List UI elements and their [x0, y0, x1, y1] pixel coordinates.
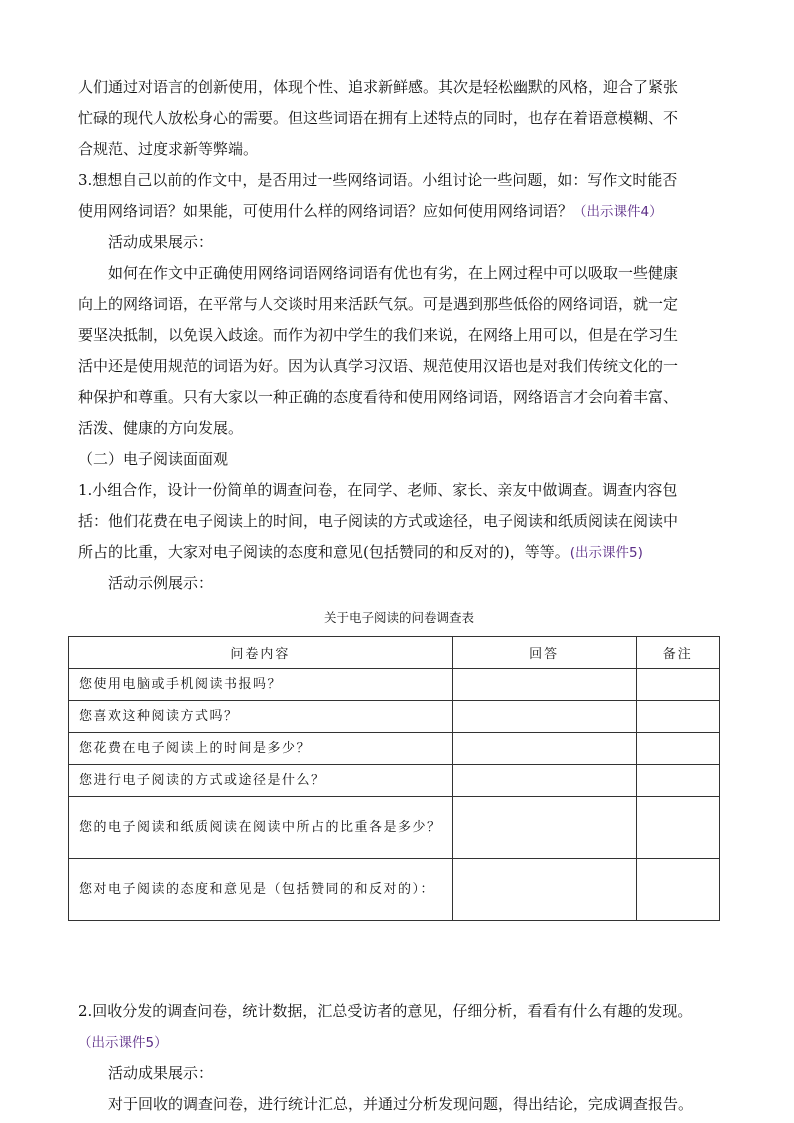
note-cell: [636, 701, 719, 733]
answer-cell: [452, 797, 636, 859]
line-text: 使用网络词语？如果能，可使用什么样的网络词语？应如何使用网络词语？: [78, 202, 574, 220]
line-text: 1.小组合作，设计一份简单的调查问卷，在同学、老师、家长、亲友中做调查。调查内容包: [78, 481, 678, 499]
question-cell: 您使用电脑或手机阅读书报吗？: [69, 669, 453, 701]
courseware-reference: （出示课件5）: [78, 1035, 168, 1051]
table-row: [69, 765, 720, 797]
text-line: [78, 320, 720, 351]
line-text: 活动成果展示：: [108, 1064, 214, 1082]
header-answer: 回答: [452, 637, 636, 669]
answer-cell: [452, 859, 636, 921]
line-text: 合规范、过度求新等弊端。: [78, 140, 259, 158]
survey-table: [68, 636, 720, 921]
text-line: [78, 165, 720, 196]
line-text: 如何在作文中正确使用网络词语网络词语有优也有劣，在上网过程中可以吸取一些健康: [108, 264, 679, 282]
text-line: [78, 258, 720, 289]
table-caption: 关于电子阅读的问卷调查表: [323, 610, 474, 625]
line-text: 种保护和尊重。只有大家以一种正确的态度看待和使用网络词语，网络语言才会向着丰富、: [78, 388, 679, 406]
answer-cell: [452, 765, 636, 797]
table-row: [69, 797, 720, 859]
text-line: [78, 134, 720, 165]
header-note: 备注: [636, 637, 719, 669]
text-line: [78, 996, 720, 1027]
line-text: 忙碌的现代人放松身心的需要。但这些词语在拥有上述特点的同时，也存在着语意模糊、不: [78, 109, 679, 127]
note-cell: [636, 733, 719, 765]
line-text: 要坚决抵制，以免误入歧途。而作为初中学生的我们来说，在网络上用可以，但是在学习生: [78, 326, 679, 344]
text-line: [78, 227, 720, 258]
table-row: [69, 733, 720, 765]
text-line: [78, 475, 720, 506]
text-line: [78, 537, 720, 568]
note-cell: [636, 765, 719, 797]
text-line: [78, 413, 720, 444]
line-text: 2.回收分发的调查问卷，统计数据，汇总受访者的意见，仔细分析，看看有什么有趣的发现。: [78, 1002, 693, 1020]
text-line: [78, 351, 720, 382]
line-text: 活中还是使用规范的词语为好。因为认真学习汉语、规范使用汉语也是对我们传统文化的一: [78, 357, 679, 375]
answer-cell: [452, 733, 636, 765]
body-text-top: [78, 72, 720, 599]
body-text-bottom: [78, 996, 720, 1120]
line-text: 所占的比重，大家对电子阅读的态度和意见(包括赞同的和反对的)，等等。: [78, 543, 570, 561]
question-cell: 您对电子阅读的态度和意见是（包括赞同的和反对的）：: [69, 859, 453, 921]
table-row: [69, 859, 720, 921]
question-cell: 您进行电子阅读的方式或途径是什么？: [69, 765, 453, 797]
text-line: [78, 1058, 720, 1089]
question-cell: 您花费在电子阅读上的时间是多少？: [69, 733, 453, 765]
answer-cell: [452, 669, 636, 701]
line-text: 3.想想自己以前的作文中，是否用过一些网络词语。小组讨论一些问题，如：写作文时能否: [78, 171, 678, 189]
line-text: 人们通过对语言的创新使用，体现个性、追求新鲜感。其次是轻松幽默的风格，迎合了紧张: [78, 78, 679, 96]
text-line: [78, 289, 720, 320]
table-row: [69, 669, 720, 701]
text-line: [78, 444, 720, 475]
note-cell: [636, 797, 719, 859]
courseware-reference: (出示课件5): [569, 545, 643, 561]
question-cell: 您的电子阅读和纸质阅读在阅读中所占的比重各是多少？: [69, 797, 453, 859]
line-text: 活动成果展示：: [108, 233, 214, 251]
text-line: [78, 506, 720, 537]
line-text: 活动示例展示：: [108, 574, 214, 592]
table-header-row: [69, 637, 720, 669]
text-line: [78, 1089, 720, 1120]
courseware-reference: （出示课件4）: [573, 204, 663, 220]
note-cell: [636, 669, 719, 701]
text-line: [78, 196, 720, 227]
text-line: [78, 382, 720, 413]
line-text: 活泼、健康的方向发展。: [78, 419, 244, 437]
question-cell: 您喜欢这种阅读方式吗？: [69, 701, 453, 733]
table-row: [69, 701, 720, 733]
line-text: （二）电子阅读面面观: [78, 450, 229, 468]
text-line: [78, 103, 720, 134]
line-text: 向上的网络词语，在平常与人交谈时用来活跃气氛。可是遇到那些低俗的网络词语，就一定: [78, 295, 679, 313]
line-text: 对于回收的调查问卷，进行统计汇总，并通过分析发现问题，得出结论，完成调查报告。: [108, 1095, 694, 1113]
text-line: [78, 72, 720, 103]
text-line: [78, 568, 720, 599]
line-text: 括：他们花费在电子阅读上的时间，电子阅读的方式或途径，电子阅读和纸质阅读在阅读中: [78, 512, 679, 530]
document-page: [78, 72, 720, 1113]
header-question: 问卷内容: [69, 637, 453, 669]
text-line: [78, 1027, 720, 1058]
note-cell: [636, 859, 719, 921]
answer-cell: [452, 701, 636, 733]
